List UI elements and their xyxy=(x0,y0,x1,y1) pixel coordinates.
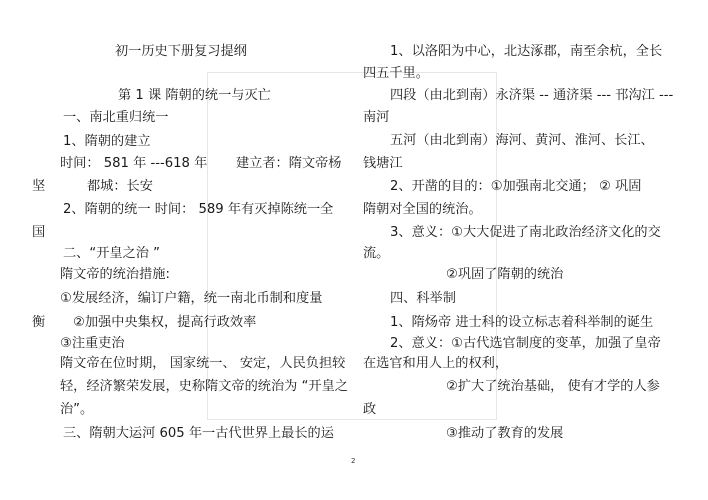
text-line: 在选官和用人上的权利， xyxy=(363,356,509,371)
text-line: 坚 xyxy=(32,179,46,194)
text-line: 2、隋朝的统一 时间： 589 年有灭掉陈统一全 xyxy=(63,202,334,217)
text-line: 流。 xyxy=(363,246,390,261)
text-line: 政 xyxy=(363,402,377,417)
text-line: 衡 xyxy=(32,315,46,330)
text-line: 3、意义：①大大促进了南北政治经济文化的交 xyxy=(390,225,661,240)
page-number: 2 xyxy=(351,457,356,465)
section-heading: 二、“开皇之治 ” xyxy=(63,246,160,261)
text-line: 2、意义：①古代选官制度的变革，加强了皇帝 xyxy=(390,336,661,351)
text-line: ②扩大了统治基础， 使有才学的人参 xyxy=(446,379,660,394)
text-line: 南河 xyxy=(363,110,390,125)
text-line: 1、以洛阳为中心，北达涿郡，南至余杭，全长 xyxy=(390,44,663,59)
text-line: ②巩固了隋朝的统治 xyxy=(446,267,564,282)
text-line: ③推动了教育的发展 xyxy=(446,426,564,441)
text-line: 隋文帝的统治措施: xyxy=(60,267,170,282)
text-line: 2、开凿的目的：①加强南北交通； ② 巩固 xyxy=(390,179,642,194)
text-line: 1、隋朝的建立 xyxy=(63,134,151,149)
section-heading: 四、科举制 xyxy=(390,291,456,306)
text-line: 建立者：隋文帝杨 xyxy=(236,156,342,171)
text-line: 治”。 xyxy=(60,402,94,417)
text-line: 钱塘江 xyxy=(363,156,403,171)
text-line: ②加强中央集权，提高行政效率 xyxy=(73,315,257,330)
document-title: 初一历史下册复习提纲 xyxy=(115,44,247,59)
text-line: 都城：长安 xyxy=(87,179,153,194)
text-line: 国 xyxy=(32,225,46,240)
text-line: 四段（由北到南）永济渠 -- 通济渠 --- 邗沟江 --- xyxy=(390,88,674,103)
lesson-heading: 第 1 课 隋朝的统一与灭亡 xyxy=(118,88,271,103)
text-line: ③注重吏治 xyxy=(60,336,125,351)
section-heading: 三、隋朝大运河 605 年一古代世界上最长的运 xyxy=(63,426,334,441)
text-line: 1、隋炀帝 进士科的设立标志着科举制的诞生 xyxy=(390,315,654,330)
text-line: 轻，经济繁荣发展，史称隋文帝的统治为 “开皇之 xyxy=(60,379,348,394)
text-line: ①发展经济，编订户籍，统一南北币制和度量 xyxy=(60,291,323,306)
text-line: 五河（由北到南）海河、黄河、淮河、长江、 xyxy=(390,133,654,148)
text-line: 隋文帝在位时期， 国家统一、 安定，人民负担较 xyxy=(60,356,346,371)
text-line: 四五千里。 xyxy=(363,66,429,81)
text-line: 时间： 581 年 ---618 年 xyxy=(60,156,208,171)
section-heading: 一、南北重归统一 xyxy=(63,110,169,125)
text-line: 隋朝对全国的统治。 xyxy=(363,202,482,217)
